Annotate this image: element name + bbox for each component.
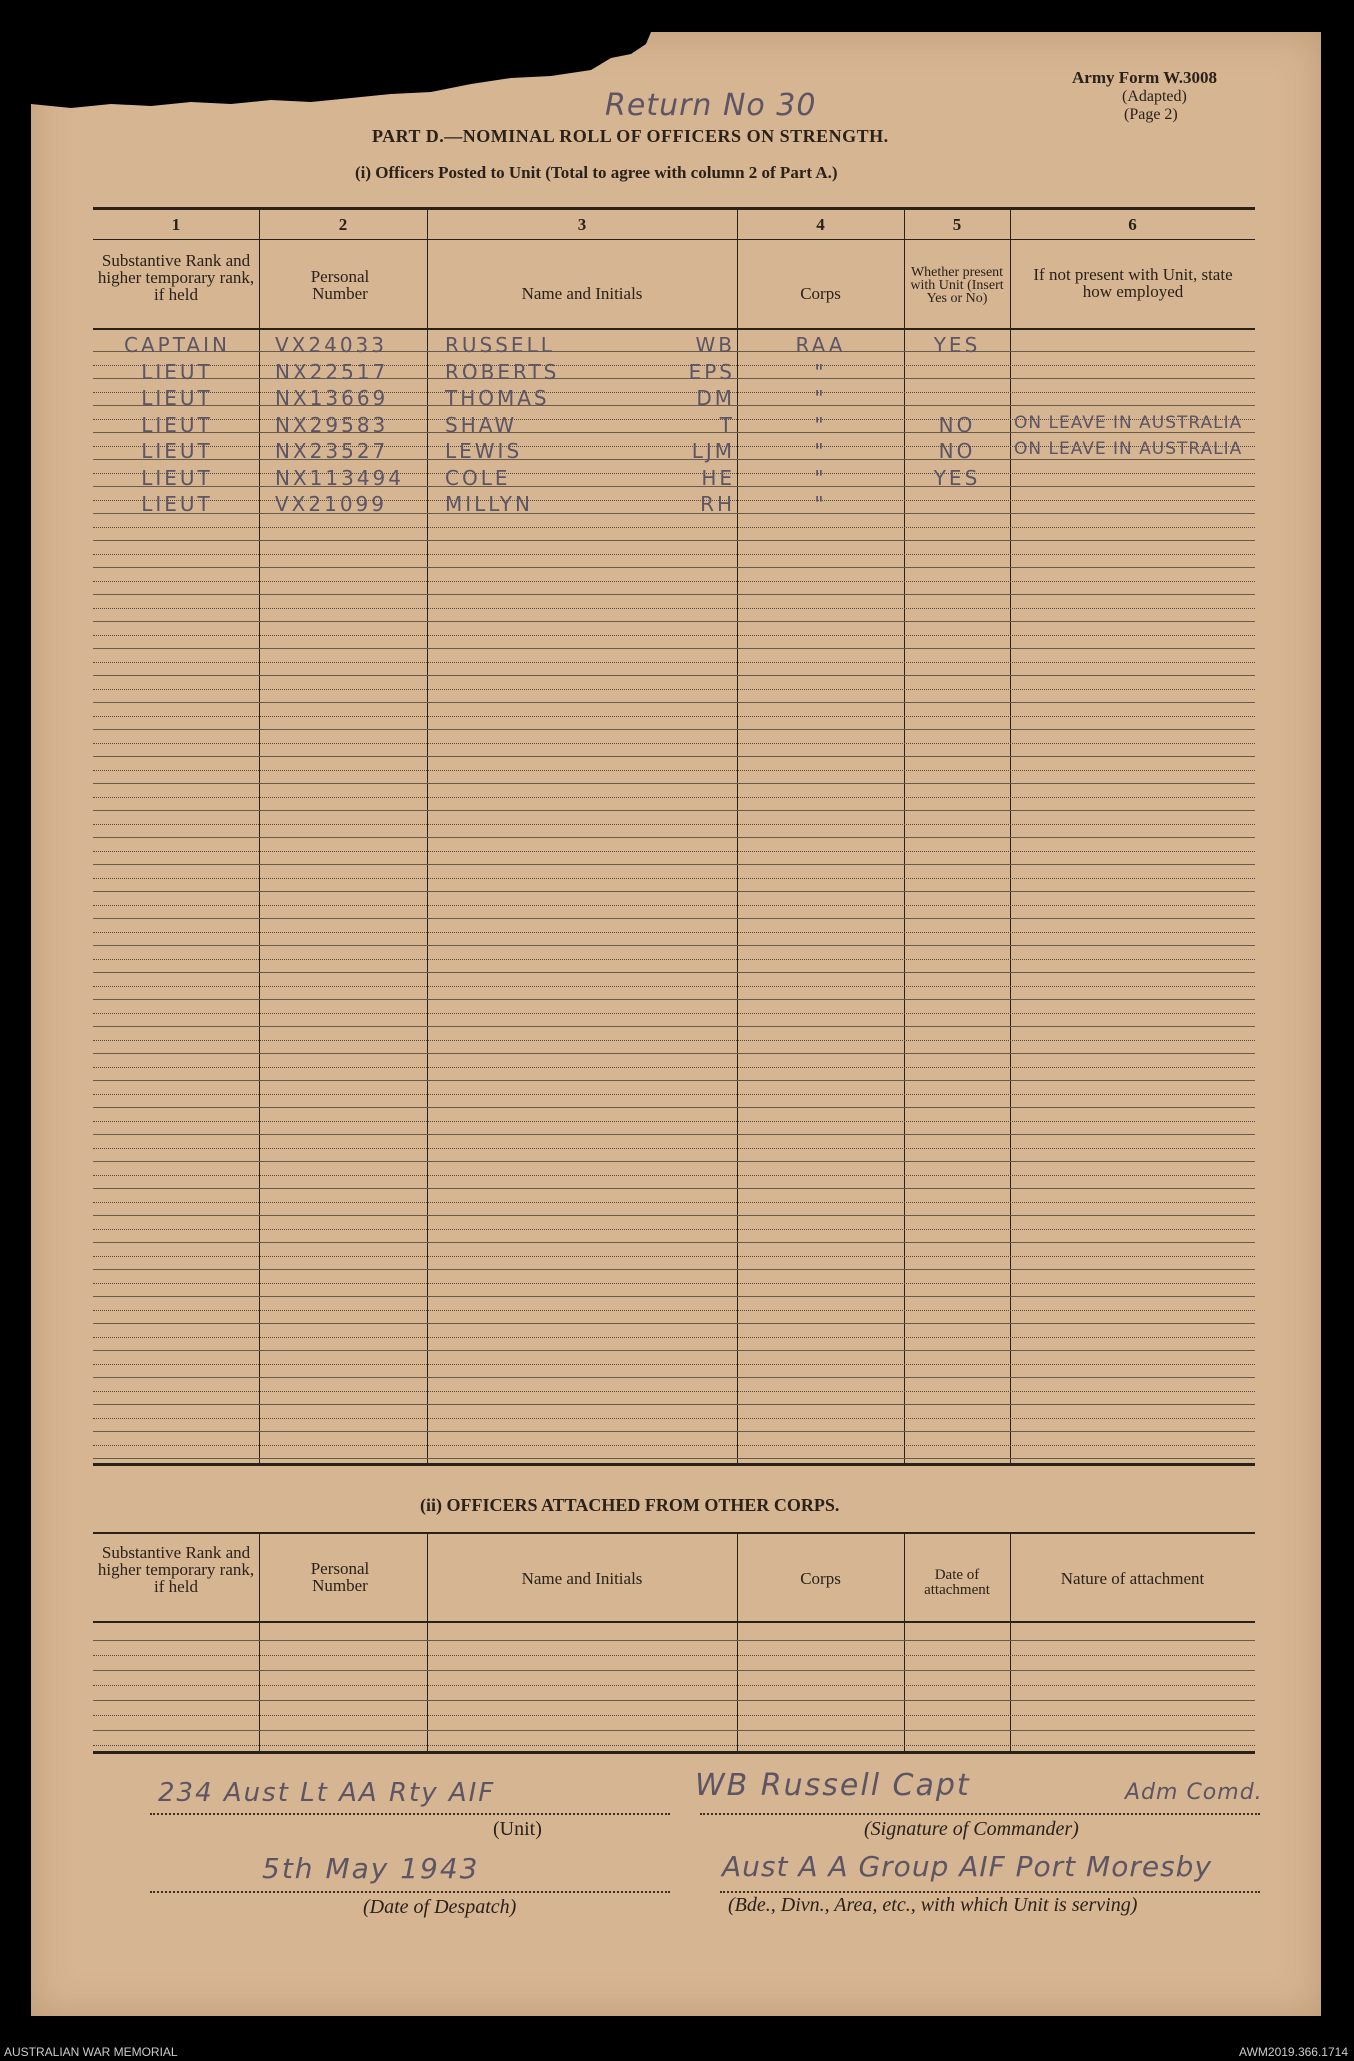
- cell-corps: ": [814, 439, 827, 463]
- ruled-line: [93, 945, 1255, 946]
- ruled-line: [93, 1013, 1255, 1014]
- header-rank: Substantive Rank and higher temporary rank, if held: [97, 251, 255, 304]
- ruled-line: [93, 1283, 1255, 1284]
- ruled-line: [93, 824, 1255, 825]
- ruled-line: [93, 999, 1255, 1000]
- date-label: (Date of Despatch): [363, 1896, 517, 1918]
- credits-bar: [0, 2043, 1354, 2061]
- unit-label: (Unit): [493, 1818, 542, 1840]
- cell-rank: LIEUT: [141, 359, 213, 384]
- header-name: Name and Initials: [521, 284, 643, 303]
- cell-number: NX22517: [275, 359, 389, 384]
- ruled-line: [93, 662, 1255, 663]
- t2-header-nature: Nature of attachment: [1060, 1569, 1205, 1588]
- torn-edge: [31, 32, 651, 112]
- ruled-line: [93, 554, 1255, 555]
- cell-rank: CAPTAIN: [124, 333, 230, 357]
- ruled-line: [93, 1053, 1255, 1054]
- ruled-line: [93, 621, 1255, 622]
- ruled-line: [93, 702, 1255, 703]
- ruled-line: [93, 1148, 1255, 1149]
- cell-corps: ": [814, 386, 827, 410]
- form-subtitle: (i) Officers Posted to Unit (Total to agree with column 2 of Part A.): [355, 163, 838, 182]
- ruled-line: [93, 608, 1255, 609]
- bde-value: Aust A A Group AIF Port Moresby: [722, 1850, 1213, 1883]
- ruled-line: [93, 1685, 1255, 1686]
- ruled-line: [93, 878, 1255, 879]
- ruled-line: [93, 1188, 1255, 1189]
- header-present: Whether present with Unit (Insert Yes or No): [910, 265, 1004, 306]
- header-personal-number: Personal Number: [310, 267, 370, 303]
- ruled-line: [93, 1040, 1255, 1041]
- form-number: Army Form W.3008: [1072, 68, 1217, 87]
- ruled-line: [93, 1080, 1255, 1081]
- ruled-line: [93, 540, 1255, 541]
- t2-header-date: Date of attachment: [924, 1567, 990, 1598]
- ruled-line: [93, 1323, 1255, 1324]
- cell-rank: LIEUT: [141, 465, 213, 490]
- t2-header-corps: Corps: [800, 1569, 841, 1588]
- ruled-line: [93, 1134, 1255, 1135]
- ruled-line: [93, 1655, 1255, 1656]
- cell-corps: ": [814, 492, 827, 516]
- ruled-line: [93, 1391, 1255, 1392]
- ruled-line: [93, 1242, 1255, 1243]
- ruled-line: [93, 1296, 1255, 1297]
- ruled-line: [93, 1269, 1255, 1270]
- ruled-line: [93, 891, 1255, 892]
- col-number-4: 4: [816, 215, 825, 234]
- signature-extra: Adm Comd.: [1125, 1780, 1263, 1805]
- ruled-line: [93, 567, 1255, 568]
- ruled-line: [93, 810, 1255, 811]
- col-number-5: 5: [952, 215, 962, 234]
- ruled-line: [93, 1640, 1255, 1641]
- cell-corps: ": [814, 465, 827, 490]
- ruled-line: [93, 972, 1255, 973]
- col-number-2: 2: [338, 215, 348, 234]
- ruled-line: [93, 783, 1255, 784]
- cell-number: NX29583: [275, 412, 389, 437]
- ruled-line: [93, 1745, 1255, 1746]
- cell-initials: RH: [700, 492, 735, 516]
- ruled-line: [93, 1364, 1255, 1365]
- cell-initials: WB: [695, 333, 735, 357]
- ruled-line: [93, 689, 1255, 690]
- ruled-line: [93, 675, 1255, 676]
- attached-title: (ii) OFFICERS ATTACHED FROM OTHER CORPS.: [420, 1495, 840, 1515]
- ruled-line: [93, 729, 1255, 730]
- credit-right: AWM2019.366.1714: [1239, 2045, 1348, 2059]
- unit-value: 234 Aust Lt AA Rty AIF: [158, 1778, 496, 1808]
- form-title: PART D.—NOMINAL ROLL OF OFFICERS ON STRENGTH.: [372, 126, 889, 146]
- ruled-line: [93, 1715, 1255, 1716]
- ruled-line: [93, 918, 1255, 919]
- cell-number: VX24033: [275, 333, 388, 357]
- cell-name: COLE: [445, 465, 511, 490]
- cell-name: RUSSELL: [445, 333, 555, 357]
- ruled-line: [93, 851, 1255, 852]
- ruled-line: [93, 594, 1255, 595]
- ruled-line: [93, 770, 1255, 771]
- ruled-line: [93, 648, 1255, 649]
- ruled-line: [93, 1121, 1255, 1122]
- ruled-line: [93, 1161, 1255, 1162]
- col-number-1: 1: [171, 215, 181, 234]
- cell-name: MILLYN: [445, 492, 533, 516]
- ruled-line: [93, 797, 1255, 798]
- ruled-line: [93, 1404, 1255, 1405]
- credit-left: AUSTRALIAN WAR MEMORIAL: [4, 2045, 178, 2059]
- ruled-line: [93, 1337, 1255, 1338]
- ruled-line: [93, 932, 1255, 933]
- ruled-line: [93, 581, 1255, 582]
- cell-present: NO: [938, 412, 976, 437]
- ruled-line: [93, 1418, 1255, 1419]
- form-adapted: (Adapted): [1122, 88, 1187, 105]
- cell-employed: ON LEAVE IN AUSTRALIA: [1014, 412, 1243, 433]
- ruled-line: [93, 1350, 1255, 1351]
- ruled-line: [93, 1067, 1255, 1068]
- ruled-line: [93, 756, 1255, 757]
- cell-initials: LJM: [691, 439, 735, 463]
- cell-initials: HE: [701, 465, 735, 490]
- cell-rank: LIEUT: [141, 386, 213, 410]
- cell-number: NX113494: [275, 465, 405, 490]
- ruled-line: [93, 864, 1255, 865]
- ruled-line: [93, 1107, 1255, 1108]
- cell-number: VX21099: [275, 492, 388, 516]
- cell-present: NO: [938, 439, 976, 463]
- ruled-line: [93, 837, 1255, 838]
- cell-number: NX13669: [275, 386, 389, 410]
- handwritten-return: Return No 30: [605, 88, 817, 123]
- ruled-line: [93, 1670, 1255, 1671]
- signature-label: (Signature of Commander): [864, 1818, 1079, 1840]
- ruled-line: [93, 905, 1255, 906]
- cell-rank: LIEUT: [141, 492, 213, 516]
- ruled-line: [93, 1730, 1255, 1731]
- ruled-line: [93, 1026, 1255, 1027]
- cell-rank: LIEUT: [141, 439, 213, 463]
- t2-header-rank: Substantive Rank and higher temporary rank, if held: [97, 1543, 255, 1596]
- ruled-line: [93, 1310, 1255, 1311]
- ruled-line: [93, 959, 1255, 960]
- ruled-line: [93, 1445, 1255, 1446]
- cell-number: NX23527: [275, 439, 389, 463]
- signature-value: WB Russell Capt: [695, 1768, 971, 1803]
- cell-corps: RAA: [795, 333, 846, 357]
- ruled-line: [93, 716, 1255, 717]
- bde-label: (Bde., Divn., Area, etc., with which Unit is serving): [728, 1894, 1138, 1916]
- header-corps: Corps: [800, 284, 841, 303]
- cell-name: SHAW: [445, 412, 518, 437]
- t2-header-personal-number: Personal Number: [310, 1559, 370, 1595]
- ruled-line: [93, 1202, 1255, 1203]
- ruled-line: [93, 986, 1255, 987]
- cell-initials: EPS: [688, 359, 735, 384]
- cell-employed: ON LEAVE IN AUSTRALIA: [1014, 439, 1243, 459]
- ruled-line: [93, 1458, 1255, 1459]
- cell-name: ROBERTS: [445, 359, 560, 384]
- ruled-line: [93, 635, 1255, 636]
- ruled-line: [93, 1700, 1255, 1701]
- cell-present: YES: [933, 465, 981, 490]
- cell-corps: ": [814, 412, 827, 437]
- ruled-line: [93, 1256, 1255, 1257]
- ruled-line: [93, 1094, 1255, 1095]
- t2-header-name: Name and Initials: [521, 1569, 643, 1588]
- ruled-line: [93, 1431, 1255, 1432]
- ruled-line: [93, 1175, 1255, 1176]
- cell-initials: T: [719, 412, 735, 437]
- date-value: 5th May 1943: [262, 1852, 480, 1885]
- form-page: (Page 2): [1124, 106, 1178, 123]
- cell-rank: LIEUT: [141, 412, 213, 437]
- cell-name: THOMAS: [445, 386, 550, 410]
- col-number-3: 3: [577, 215, 587, 234]
- ruled-line: [93, 527, 1255, 528]
- cell-corps: ": [814, 359, 827, 384]
- cell-name: LEWIS: [445, 439, 523, 463]
- cell-present: YES: [933, 333, 981, 357]
- header-employed: If not present with Unit, state how employed: [1033, 265, 1233, 301]
- ruled-line: [93, 1215, 1255, 1216]
- ruled-line: [93, 1229, 1255, 1230]
- col-number-6: 6: [1128, 215, 1137, 234]
- ruled-line: [93, 743, 1255, 744]
- ruled-line: [93, 1377, 1255, 1378]
- cell-initials: DM: [696, 386, 735, 410]
